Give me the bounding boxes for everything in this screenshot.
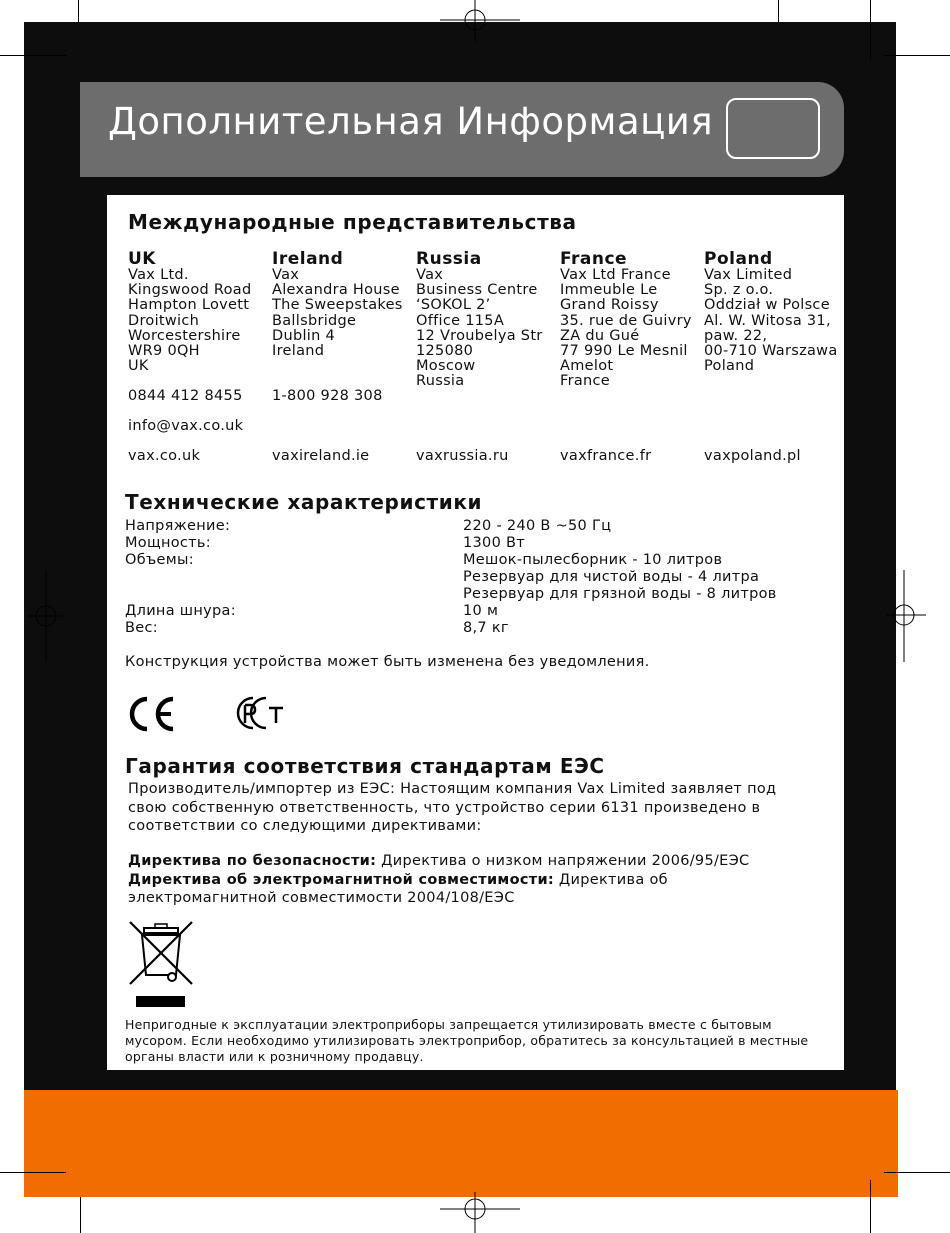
phone-uk: 0844 412 8455 (128, 388, 243, 404)
phone-ireland: 1-800 928 308 (272, 388, 383, 404)
spec-value-weight: 8,7 кг (463, 620, 509, 636)
section-heading-international: Международные представительства (128, 210, 577, 234)
ce-mark-icon (127, 695, 177, 733)
address-line: WR9 0QH (128, 343, 200, 360)
spec-value-voltage: 220 - 240 В ~50 Гц (463, 518, 612, 534)
directive-safety (128, 852, 808, 871)
office-column-uk (128, 251, 252, 374)
country-name: Poland (704, 249, 773, 269)
registration-mark-bottom (440, 1192, 520, 1233)
crop-mark (870, 0, 871, 60)
header-empty-box (726, 98, 820, 159)
crossed-out-wheelie-bin-icon (126, 919, 196, 1011)
address-line: Amelot (560, 358, 614, 375)
crop-mark (0, 55, 66, 56)
address-line: paw. 22, (704, 327, 768, 344)
address-line: Hampton Lovett (128, 297, 250, 314)
address-line: Vax (272, 267, 300, 283)
address-line: ZA du Gué (560, 327, 640, 344)
address-line: Vax (416, 267, 444, 283)
office-column-poland (704, 251, 838, 374)
website-france[interactable]: vaxfrance.fr (560, 448, 652, 464)
crop-mark (78, 0, 79, 22)
spec-label-power: Мощность: (125, 535, 211, 551)
spec-values (463, 518, 777, 637)
address-line: Alexandra House (272, 282, 400, 299)
office-column-france (560, 251, 692, 390)
crop-mark (884, 55, 950, 56)
country-name: Ireland (272, 249, 344, 269)
section-heading-eec: Гарантия соответствия стандартам ЕЭС (125, 754, 605, 778)
address-line: Vax Limited (704, 267, 793, 283)
address-line: Grand Roissy (560, 297, 659, 314)
address-line: Poland (704, 358, 755, 375)
address-line: Kingswood Road (128, 282, 252, 299)
website-ireland[interactable]: vaxireland.ie (272, 448, 370, 464)
website-uk[interactable]: vax.co.uk (128, 448, 201, 464)
directive-safety-label: Директива по безопасности: (128, 853, 377, 869)
website-poland[interactable]: vaxpoland.pl (704, 448, 801, 464)
pct-certification-icon (231, 693, 287, 733)
crop-mark (884, 1172, 950, 1173)
office-column-ireland (272, 251, 403, 359)
eec-intro: Производитель/импортер из ЕЭС: Настоящим компания Vax Limited заявляет под свою собственную ответственность, что устройство серии 6131 произведено в соответствии со следующими директивами: (128, 781, 777, 834)
spec-value-cord: 10 м (463, 603, 499, 619)
address-line: Office 115A (416, 312, 505, 329)
registration-mark-right (886, 570, 926, 662)
top-trim-area (80, 0, 778, 22)
address-line: 35. rue de Guivry (560, 312, 692, 329)
address-line: Business Centre (416, 282, 538, 299)
address-line: Vax Ltd France (560, 267, 671, 283)
address-line: Ballsbridge (272, 312, 357, 329)
address-line: 12 Vroubelya Str (416, 327, 543, 344)
country-name: France (560, 249, 628, 269)
country-name: Russia (416, 249, 482, 269)
page-title: Дополнительная Информация (108, 100, 714, 143)
address-line: Ireland (272, 343, 325, 360)
directive-emc-text: Директива об электромагнитной совместимости 2004/108/ЕЭС (128, 871, 668, 906)
email-uk[interactable]: info@vax.co.uk (128, 418, 244, 434)
eec-directives (128, 852, 808, 908)
orange-footer-band (24, 1090, 898, 1197)
address-line: Russia (416, 373, 465, 390)
directive-safety-text: Директива о низком напряжении 2006/95/ЕЭС (376, 853, 750, 869)
website-russia[interactable]: vaxrussia.ru (416, 448, 509, 464)
registration-mark-left (28, 570, 64, 662)
address-line: Moscow (416, 358, 476, 375)
spec-value-bag: Мешок-пылесборник - 10 литров (463, 552, 723, 568)
directive-emc-label: Директива об электромагнитной совместимости: (128, 871, 555, 888)
address-line: France (560, 373, 611, 390)
crop-mark (0, 1172, 66, 1173)
office-column-russia (416, 251, 543, 390)
address-line: Worcestershire (128, 327, 241, 344)
disposal-text: Непригодные к эксплуатации электроприборы запрещается утилизировать вместе с бытовым мусором. Если необходимо утилизировать электроприбор, обратитесь за консультацией в местные органы власти или к розничному продавцу. (125, 1017, 809, 1064)
address-line: 77 990 Le Mesnil (560, 343, 688, 360)
section-heading-specs: Технические характеристики (125, 490, 483, 514)
design-change-note: Конструкция устройства может быть изменена без уведомления. (125, 654, 650, 670)
spec-value-clean-tank: Резервуар для чистой воды - 4 литра (463, 569, 760, 585)
address-line: 125080 (416, 343, 474, 360)
address-line: Oddział w Polsce (704, 297, 830, 314)
registration-mark-top (440, 0, 520, 42)
crop-mark (778, 0, 779, 22)
country-name: UK (128, 249, 156, 269)
spec-label-voltage: Напряжение: (125, 518, 231, 534)
spec-label-cord: Длина шнура: (125, 603, 236, 619)
address-line: Vax Ltd. (128, 267, 189, 283)
address-line: UK (128, 358, 149, 375)
address-line: Immeuble Le (560, 282, 658, 299)
spec-value-power: 1300 Вт (463, 535, 526, 551)
spec-value-dirty-tank: Резервуар для грязной воды - 8 литров (463, 586, 777, 602)
spec-labels (125, 518, 236, 637)
address-line: Dublin 4 (272, 327, 336, 344)
address-line: Droitwich (128, 312, 200, 329)
crop-mark (870, 1180, 871, 1233)
address-line: ‘SOKOL 2’ (416, 297, 491, 314)
crop-mark (80, 1197, 81, 1233)
address-line: Sp. z o.o. (704, 282, 774, 299)
address-line: The Sweepstakes (272, 297, 403, 314)
address-line: 00-710 Warszawa (704, 343, 838, 360)
address-line: Al. W. Witosa 31, (704, 312, 831, 329)
directive-emc (128, 871, 808, 908)
spec-label-volumes: Объемы: (125, 552, 194, 568)
spec-label-weight: Вес: (125, 620, 158, 636)
